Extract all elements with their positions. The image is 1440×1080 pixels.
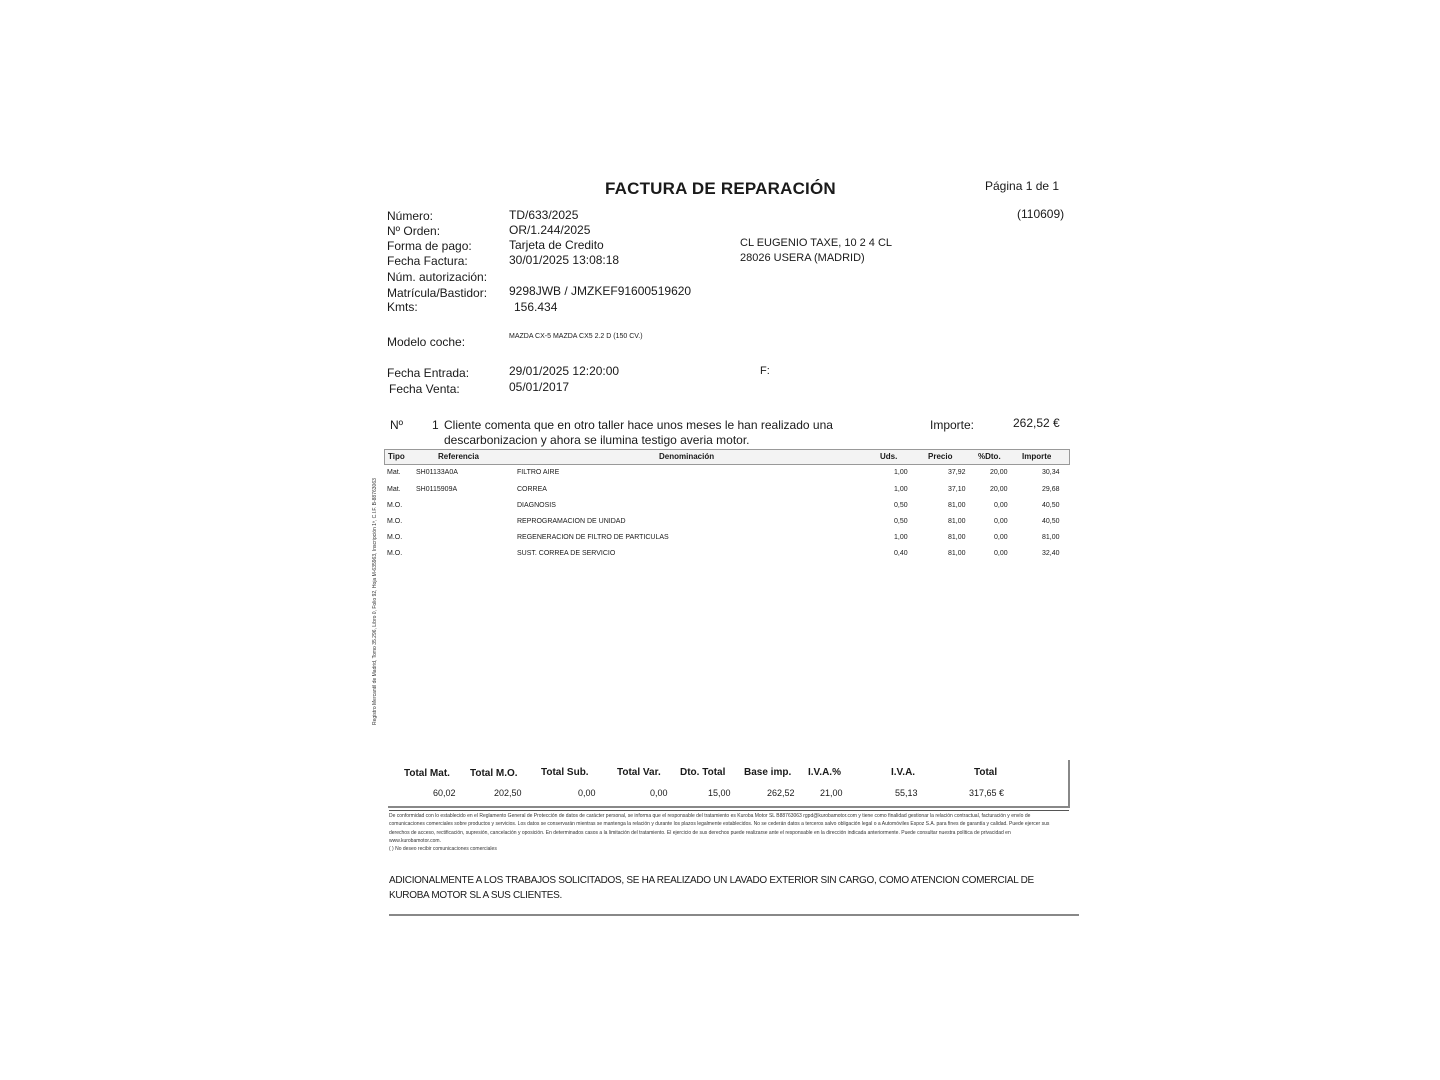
fecha-entrada-value: 29/01/2025 12:20:00: [509, 364, 620, 378]
total-mo-label: Total M.O.: [470, 768, 518, 779]
iva-pct-value: 21,00: [820, 788, 843, 798]
item-importe-value: 262,52 €: [1013, 416, 1060, 430]
item-num-label: Nº: [390, 418, 404, 432]
row-den: SUST. CORREA DE SERVICIO: [517, 550, 616, 557]
total-value: 317,65 €: [969, 788, 1005, 798]
col-denominacion: Denominación: [659, 452, 715, 461]
invoice-title: FACTURA DE REPARACIÓN: [605, 179, 836, 198]
row-dto: 20,00: [990, 486, 1008, 493]
legal-checkbox-text: ( ) No deseo recibir comunicaciones comerciales: [389, 846, 497, 853]
total-sub-value: 0,00: [578, 788, 596, 798]
iva-value: 55,13: [895, 788, 918, 798]
dto-total-label: Dto. Total: [680, 767, 726, 778]
total-mat-label: Total Mat.: [404, 768, 450, 779]
item-desc-line1: Cliente comenta que en otro taller hace unos meses le han realizado una: [444, 418, 833, 432]
row-precio: 37,92: [948, 469, 966, 476]
row-tipo: Mat.: [387, 486, 401, 493]
fecha-factura-label: Fecha Factura:: [387, 254, 468, 268]
row-dto: 20,00: [990, 469, 1008, 476]
item-importe-label: Importe:: [930, 418, 975, 432]
row-den: FILTRO AIRE: [517, 469, 560, 476]
fecha-venta-label: Fecha Venta:: [389, 382, 460, 396]
row-precio: 81,00: [948, 534, 966, 541]
fecha-entrada-label: Fecha Entrada:: [387, 366, 470, 380]
orden-value: OR/1.244/2025: [509, 223, 591, 237]
row-tipo: M.O.: [387, 518, 403, 525]
autorizacion-label: Núm. autorización:: [387, 270, 488, 284]
legal-paragraph: De conformidad con lo establecido en el Reglamento General de Protección de datos de carácter personal, se informa que el responsable del tratamiento es Kuroba Motor SL B88763063 rgpd@kurobamotor.com y tiene como finalidad gestionar la relación contractual, facturación y envío de comunicaciones comerciales sobre productos y servicios. Los datos se conservarán mientras se mantenga la relación y durante los plazos legalmente establecidos. No se cederán datos a terceros salvo obligación legal o a Automóviles Espoz S.A. para fines de garantía y calidad. Puede ejercer sus derechos de acceso, rectificación, supresión, cancelación y oposición. En determinados casos a la limitación del tratamiento. El ejercicio de sus derechos puede realizarse ante el responsable en la dirección indicada anteriormente. Puede consultar nuestra política de privacidad en www.kurobamotor.com.: [389, 813, 1050, 844]
row-precio: 81,00: [948, 518, 966, 525]
address-line1: CL EUGENIO TAXE, 10 2 4 CL: [740, 237, 893, 249]
base-imp-value: 262,52: [767, 788, 795, 798]
total-mo-value: 202,50: [494, 788, 522, 798]
total-mat-value: 60,02: [433, 788, 456, 798]
forma-pago-value: Tarjeta de Credito: [509, 238, 604, 252]
row-importe: 81,00: [1042, 534, 1060, 541]
row-importe: 30,34: [1042, 469, 1060, 476]
row-tipo: M.O.: [387, 534, 403, 541]
col-dto: %Dto.: [978, 452, 1001, 461]
row-dto: 0,00: [994, 502, 1008, 509]
col-tipo: Tipo: [388, 452, 405, 461]
iva-pct-label: I.V.A.%: [808, 767, 841, 778]
row-dto: 0,00: [994, 518, 1008, 525]
additional-note: ADICIONALMENTE A LOS TRABAJOS SOLICITADOS, SE HA REALIZADO UN LAVADO EXTERIOR SIN CARGO, COMO ATENCION COMERCIAL DE KUROBA MOTOR SL A SUS CLIENTES.: [389, 875, 1034, 901]
total-sub-label: Total Sub.: [541, 767, 589, 778]
col-referencia: Referencia: [438, 452, 479, 461]
total-var-value: 0,00: [650, 788, 668, 798]
row-importe: 40,50: [1042, 518, 1060, 525]
lines-table-header: [384, 449, 1070, 465]
col-importe: Importe: [1022, 452, 1052, 461]
kmts-value: 156.434: [514, 300, 558, 314]
forma-pago-label: Forma de pago:: [387, 239, 472, 253]
bottom-divider: [389, 914, 1079, 916]
row-den: REGENERACION DE FILTRO DE PARTICULAS: [517, 534, 669, 541]
fecha-factura-value: 30/01/2025 13:08:18: [509, 253, 620, 267]
row-uds: 0,50: [894, 502, 908, 509]
modelo-value: MAZDA CX-5 MAZDA CX5 2.2 D (150 CV.): [509, 333, 643, 340]
row-uds: 0,40: [894, 550, 908, 557]
row-precio: 37,10: [948, 486, 966, 493]
row-tipo: Mat.: [387, 469, 401, 476]
col-uds: Uds.: [880, 452, 898, 461]
row-precio: 81,00: [948, 502, 966, 509]
orden-label: Nº Orden:: [387, 224, 441, 238]
row-ref: SH0115909A: [416, 486, 458, 493]
row-uds: 1,00: [894, 534, 908, 541]
dto-total-value: 15,00: [708, 788, 731, 798]
row-den: REPROGRAMACION DE UNIDAD: [517, 518, 626, 525]
numero-label: Número:: [387, 209, 434, 223]
row-den: CORREA: [517, 486, 547, 493]
iva-label: I.V.A.: [891, 767, 916, 778]
address-line2: 28026 USERA (MADRID): [740, 252, 865, 264]
row-ref: SH01133A0A: [416, 469, 458, 476]
legal-divider: [389, 810, 1069, 811]
f-label: F:: [760, 365, 770, 377]
row-importe: 29,68: [1042, 486, 1060, 493]
row-dto: 0,00: [994, 550, 1008, 557]
row-uds: 1,00: [894, 486, 908, 493]
modelo-label: Modelo coche:: [387, 335, 466, 349]
row-tipo: M.O.: [387, 550, 403, 557]
base-imp-label: Base imp.: [744, 767, 792, 778]
row-den: DIAGNOSIS: [517, 502, 556, 509]
numero-value: TD/633/2025: [509, 208, 579, 222]
registry-vertical-text: Registro Mercantil de Madrid, Tomo 35.296, Libro 0, Folio 92, Hoja M-635963, Inscripción 1ª, C.I.F. B-88763063: [372, 478, 378, 725]
matricula-value: 9298JWB / JMZKEF91600519620: [509, 284, 692, 298]
item-desc-line2: descarbonizacion y ahora se ilumina testigo averia motor.: [444, 433, 750, 447]
row-importe: 32,40: [1042, 550, 1060, 557]
client-code: (110609): [1017, 207, 1065, 221]
row-importe: 40,50: [1042, 502, 1060, 509]
matricula-label: Matrícula/Bastidor:: [387, 286, 488, 300]
col-precio: Precio: [928, 452, 953, 461]
total-label: Total: [974, 767, 998, 778]
row-uds: 1,00: [894, 469, 908, 476]
row-tipo: M.O.: [387, 502, 403, 509]
row-precio: 81,00: [948, 550, 966, 557]
page-number: Página 1 de 1: [985, 179, 1060, 193]
kmts-label: Kmts:: [387, 300, 418, 314]
item-num: 1: [432, 418, 439, 432]
row-dto: 0,00: [994, 534, 1008, 541]
fecha-venta-value: 05/01/2017: [509, 380, 570, 394]
legal-text: [389, 812, 1064, 853]
total-var-label: Total Var.: [617, 767, 661, 778]
row-uds: 0,50: [894, 518, 908, 525]
